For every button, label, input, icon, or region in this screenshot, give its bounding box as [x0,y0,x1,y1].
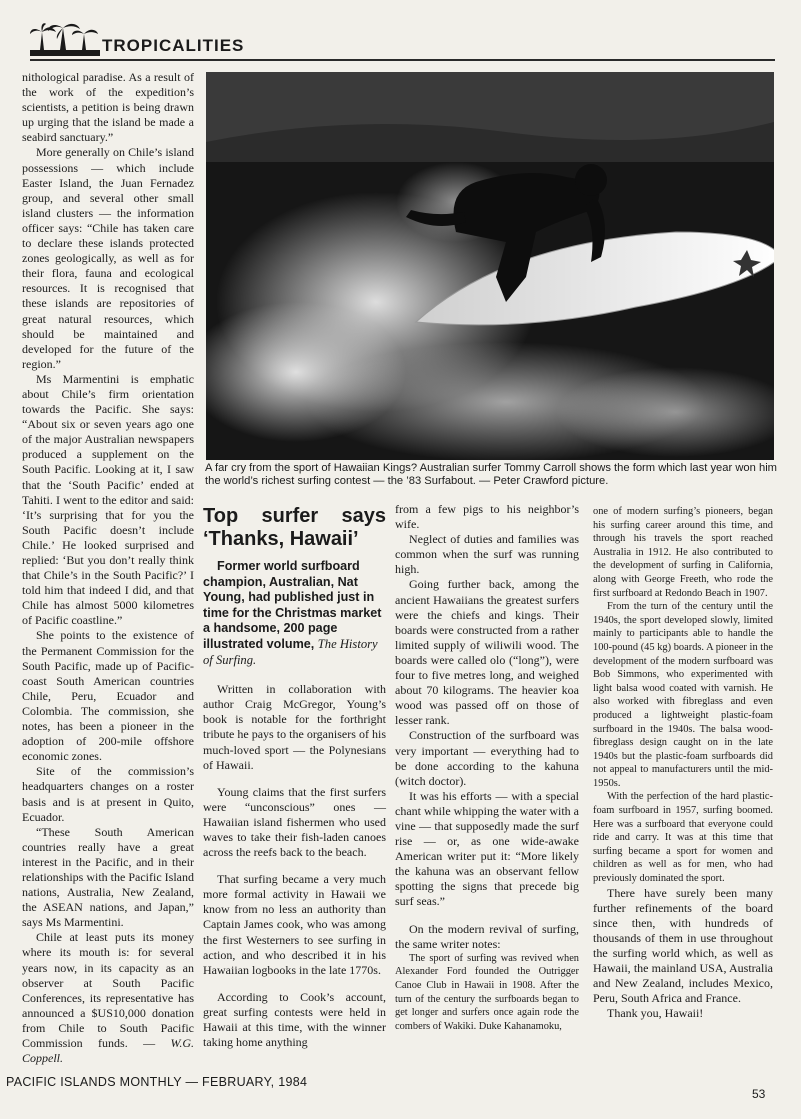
col1-paragraph: “These South American countries really have a great interest in the Pacific, and in their relationships with the Pacific Island nations, Australia, New Zealand, the ASEAN nations, and Japan,” says Ms Marmentini. [22,824,194,930]
header-rule [30,59,775,61]
book-title: The History of Surfing. [203,636,378,667]
page-number: 53 [752,1087,766,1101]
byline: W.G. Coppell. [22,1036,194,1066]
surfer-photo-image [206,72,774,460]
col4-paragraph: Thank you, Hawaii! [607,1006,704,1021]
col2-paragraph: According to Cook’s account, great surfing contests were held in Hawaii at this time, with the winner taking home anything [203,989,386,1050]
column-2 [203,505,386,1050]
col4-paragraph: With the perfection of the hard plastic-foam surfboard in 1957, surfing boomed. Here was a surfboard that everyone could ride and carry. It was at this time that surfing became a sport for women and children as well as for men, who had previously dominated the sport. [593,791,773,885]
article-deck [203,559,386,668]
column-1 [22,70,194,1066]
col1-paragraph: Site of the commission’s headquarters changes on a roster basis and is at present in Quito, Ecuador. [22,764,194,824]
col1-paragraph: She points to the existence of the Permanent Commission for the South Pacific, made up of Pacific-coast South American countries Chile, Peru, Ecuador and Colombia. The commission, she notes, has been a pioneer in the adoption of 200-mile offshore economic zones. [22,628,194,764]
col1-paragraph: More generally on Chile’s island possessions — which include Easter Island, the Juan Fernadez group, and several other small island clusters — the information officer says: “Chile has taken care to declare these islands protected zones geologically, as well as for their flora, fauna and ecological resources. It is recognised that these islands are repositories of great natural resources, which should be maintained and developed for the future of the region.” [22,145,194,371]
col2-paragraph: Young claims that the first surfers were “unconscious” ones — Hawaiian island fishermen who used waves to take their fish-laden canoes across the reefs back to the beach. [203,784,386,860]
column-3 [395,502,579,1033]
col3-quote-paragraph: The sport of surfing was revived when Alexander Ford founded the Outrigger Canoe Club in Hawaii in 1908. After the turn of the century the surfboards began to get longer and surfers once again rode the combers of Wakiki. Duke Kahanamoku, [395,952,579,1032]
publication-footer: PACIFIC ISLANDS MONTHLY — FEBRUARY, 1984 [6,1075,308,1089]
page-header [30,22,775,62]
col4-paragraph: There have surely been many further refinements of the board since then, with hundreds of thousands of them in use throughout the surfing world which, as well as Hawaii, the mainland USA, Australia and New Zealand, includes Mexico, Peru, South Africa and France. [593,885,773,1006]
col3-paragraph: Construction of the surfboard was very important — everything had to be done according to the kahuna (witch doctor). [395,728,579,788]
col1-paragraph [22,930,194,1066]
col3-paragraph: On the modern revival of surfing, the same writer notes: [395,921,579,951]
surfer-photo [206,72,774,460]
col3-paragraph: Going further back, among the ancient Hawaiians the greatest surfers were the chiefs and kings. Their boards were constructed from a rather limited supply of wiliwili wood. The boards were called olo (“long”), were four to five metres long, and weighed about 70 kilograms. The heavier koa wood was passed off on those of lesser rank. [395,577,579,728]
col4-paragraph: From the turn of the century until the 1940s, the sport developed slowly, limited mainly to participants able to handle the 100-pound (45 kg) boards. A pioneer in the development of the modern surfboard was Bob Simmons, who experimented with light balsa wood coated with varnish. He also worked with fibreglass and even produced a lightweight plastic-foam surfboard in the 1940s. The balsa wood-fibreglass design caught on in the late 1940s but the plastic-foam surfboards did not appeal to manufacturers until the mid-1950s. [593,601,773,789]
col3-paragraph: It was his efforts — with a special chant while whipping the water with a vine — that supposedly made the surf rise — or, as one wide-awake American writer put it: “More likely the kahuna was an observant fellow spotting the signs that precede big surf seas.” [395,788,579,909]
col1-paragraph: nithological paradise. As a result of the work of the expedition’s scientists, a petition is being drawn up urging that the island be made a seabird sanctuary.” [22,70,194,145]
section-title: TROPICALITIES [102,36,245,55]
column-4 [593,505,773,1021]
col1-paragraph: Ms Marmentini is emphatic about Chile’s firm orientation towards the Pacific. She says: “About six or seven years ago one of the major Australian newspapers produced a supplement on the South Pacific. Looking at it, I saw that the ‘South Pacific’ ended at Tahiti. I went to the editor and said: ‘It’s surprising that for you the South Pacific doesn’t include Chile.’ He looked surprised and replied: ‘But you don’t really think that Chile’s in the South Pacific?’ I told him that indeed I did, and that Chile has almost 5000 kilometres of Pacific coastline.” [22,371,194,628]
palm-trees-logo-icon [30,22,100,56]
col3-paragraph: Neglect of duties and families was common when the surf was running high. [395,532,579,577]
col1-closing-text: Chile at least puts its money where its mouth is: for several years now, in its capacity as an observer at South Pacific Conferences, its representative has announced a $US10,000 donation from Chile to South Pacific Commission funds. — [22,930,194,1050]
col3-paragraph: from a few pigs to his neighbor’s wife. [395,502,579,532]
col4-paragraph: one of modern surfing’s pioneers, began his surfing career around this time, and through his travels the sport reached Australia in 1912. He also contributed to the development of surfing in California, along with George Freeth, who rode the first surfboard at Redondo Beach in 1907. [593,506,773,599]
article-headline: Top surfer says ‘Thanks, Hawaii’ [203,505,386,550]
article-deck-text: Former world surfboard champion, Australian, Nat Young, had published just in time for the Christmas market a handsome, 200 page illustrated volume, [203,559,382,651]
col2-paragraph: Written in collaboration with author Craig McGregor, Young’s book is notable for the forthright tribute he pays to the organisers of his much-loved sport — the Polynesians of Hawaii. [203,682,386,772]
photo-caption: A far cry from the sport of Hawaiian Kings? Australian surfer Tommy Carroll shows the form which last year won him the world’s richest surfing contest — the ’83 Surfabout. — Peter Crawford picture. [205,462,777,487]
col2-paragraph: That surfing became a very much more formal activity in Hawaii we know from no less an authority than Captain James cook, who was among the first Westerners to see surfing in action, and who described it in his Hawaiian logbooks in the late 1770s. [203,872,386,977]
